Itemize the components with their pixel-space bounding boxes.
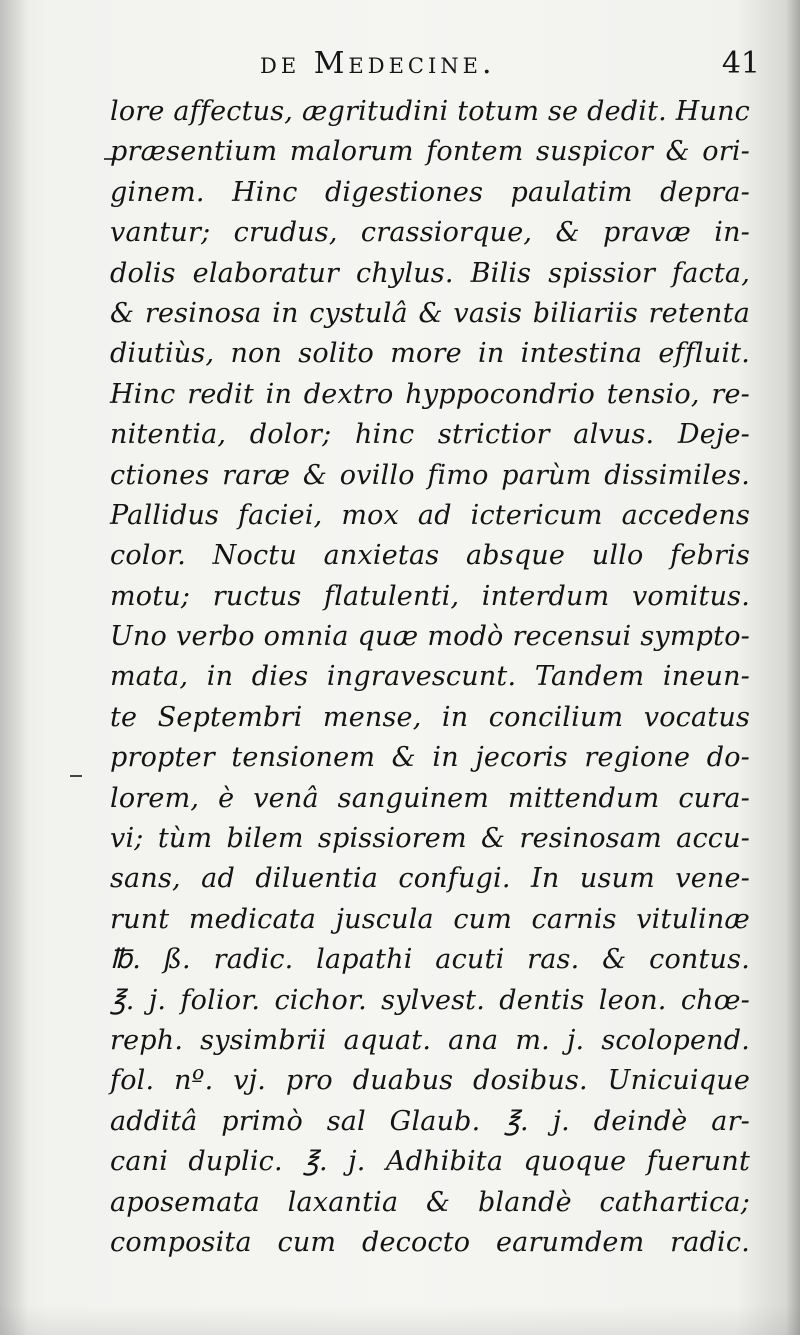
text-line: lorem, è venâ sanguinem mittendum cura- <box>110 782 750 814</box>
running-head <box>110 46 760 86</box>
text-line: Uno verbo omnia quæ modò recensui sympto- <box>110 621 750 653</box>
text-line: ginem. Hinc digestiones paulatim depra- <box>110 176 750 208</box>
text-line: cani duplic. ℥. j. Adhibita quoque fuerunt <box>110 1146 750 1178</box>
text-line: aposemata laxantia & blandè cathartica; <box>110 1186 750 1218</box>
text-line: Pallidus faciei, mox ad ictericum accedens <box>110 499 750 531</box>
text-line: te Septembri mense, in concilium vocatus <box>110 701 750 733</box>
text-line: mata, in dies ingravescunt. Tandem ineun- <box>110 661 750 693</box>
text-line: vi; tùm bilem spissiorem & resinosam accu- <box>110 823 750 855</box>
text-line: præsentium malorum fontem suspicor & ori- <box>110 136 750 168</box>
text-line: runt medicata jusculа cum carnis vitulinæ <box>110 903 750 935</box>
text-line: composita cum decocto earumdem radic. <box>110 1226 750 1258</box>
running-title: de Medecine. <box>260 46 496 81</box>
text-line: additâ primò sal Glaub. ℥. j. deindè ar- <box>110 1105 750 1137</box>
body-text <box>110 92 750 1263</box>
spine-shadow <box>0 0 28 1335</box>
page-bottom-shadow <box>0 1305 800 1335</box>
page-number: 41 <box>721 46 760 81</box>
text-line: & resinosa in cystulâ & vasis biliariis retenta <box>110 297 750 329</box>
text-line: fol. nº. vj. pro duabus dosibus. Unicuique <box>110 1065 750 1097</box>
text-line: sans, ad diluentia confugi. In usum vene- <box>110 863 750 895</box>
text-line: reph. sysimbrii aquat. ana m. j. scolopend. <box>110 1024 750 1056</box>
text-line: color. Noctu anxietas absque ullo febris <box>110 540 750 572</box>
text-line: vantur; crudus, crassiorque, & pravæ in- <box>110 217 750 249</box>
text-line: dolis elaboratur chylus. Bilis spissior facta, <box>110 257 750 289</box>
text-line: ℔. ß. radic. lapathi acuti ras. & contus. <box>110 944 750 976</box>
margin-mark <box>70 775 82 777</box>
text-line: ctiones raræ & ovillo fimo parùm dissimiles. <box>110 459 750 491</box>
text-line: motu; ructus flatulenti, interdum vomitus. <box>110 580 750 612</box>
page-edge-shadow <box>786 0 800 1335</box>
text-line: ℥. j. folior. cichor. sylvest. dentis leon. chœ- <box>110 984 750 1016</box>
text-line: lore affectus, ægritudini totum se dedit. Hunc <box>110 96 750 127</box>
text-line: diutiùs, non solito more in intestina effluit. <box>110 338 750 370</box>
text-line: propter tensionem & in jecoris regione do- <box>110 742 750 774</box>
text-line: Hinc redit in dextro hyppocondrio tensio, re- <box>110 378 750 410</box>
text-line: nitentia, dolor; hinc strictior alvus. Deje- <box>110 419 750 451</box>
